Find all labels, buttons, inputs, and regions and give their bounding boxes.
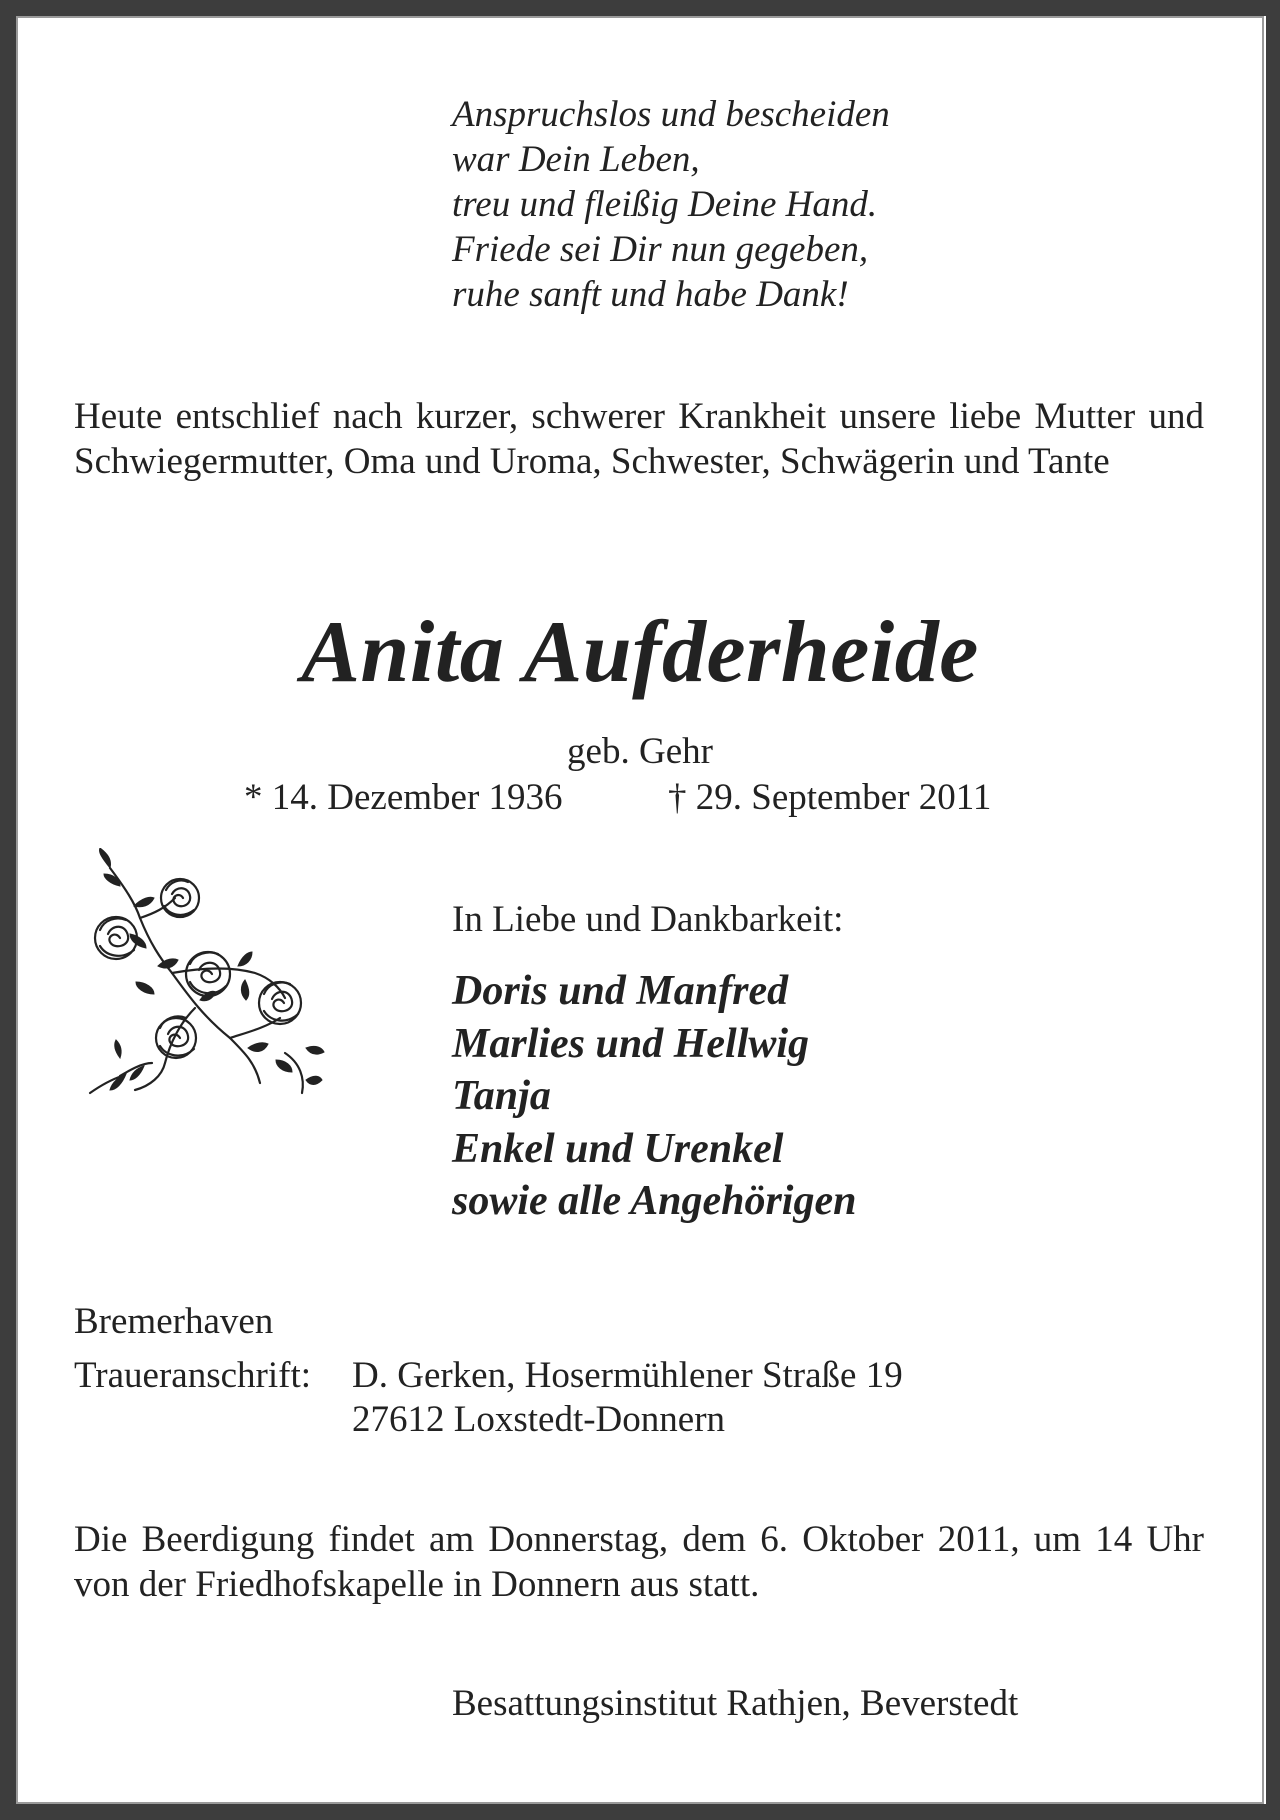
poem-line: Friede sei Dir nun gegeben,	[452, 229, 869, 270]
poem-line: Anspruchslos und bescheiden	[452, 94, 890, 135]
birth-date: * 14. Dezember 1936	[244, 777, 563, 818]
maiden-name: geb. Gehr	[567, 731, 713, 772]
mourner-name: Tanja	[452, 1073, 551, 1119]
mourner-name: Marlies und Hellwig	[452, 1020, 810, 1067]
memorial-poem	[452, 92, 890, 317]
mourner-name: sowie alle Angehörigen	[452, 1178, 857, 1224]
mourners-heading: In Liebe und Dankbarkeit:	[452, 899, 844, 940]
announcement-text: Heute entschlief nach kurzer, schwerer Krankheit unsere liebe Mutter und Schwiegermutter, Oma und Uroma, Schwester, Schwägerin und Tante	[74, 396, 1204, 482]
mourners-list	[452, 965, 856, 1228]
roses-illustration-icon	[80, 848, 340, 1098]
mourner-name: Doris und Manfred	[452, 968, 789, 1014]
address-label: Traueranschrift:	[74, 1355, 312, 1396]
place-name: Bremerhaven	[74, 1301, 274, 1342]
undertaker-credit: Besattungsinstitut Rathjen, Beverstedt	[452, 1683, 1019, 1724]
deceased-name: Anita Aufderheide	[301, 604, 979, 701]
poem-line: treu und fleißig Deine Hand.	[452, 184, 878, 225]
address-line-1: D. Gerken, Hosermühlener Straße 19	[352, 1355, 903, 1396]
death-date: † 29. September 2011	[668, 777, 992, 818]
address-line-2: 27612 Loxstedt-Donnern	[352, 1399, 726, 1440]
funeral-notice: Die Beerdigung findet am Donnerstag, dem 6. Oktober 2011, um 14 Uhr von der Friedhofskapelle in Donnern aus statt.	[74, 1519, 1204, 1605]
poem-line: war Dein Leben,	[452, 139, 700, 180]
poem-line: ruhe sanft und habe Dank!	[452, 274, 849, 315]
mourner-name: Enkel und Urenkel	[452, 1125, 784, 1172]
